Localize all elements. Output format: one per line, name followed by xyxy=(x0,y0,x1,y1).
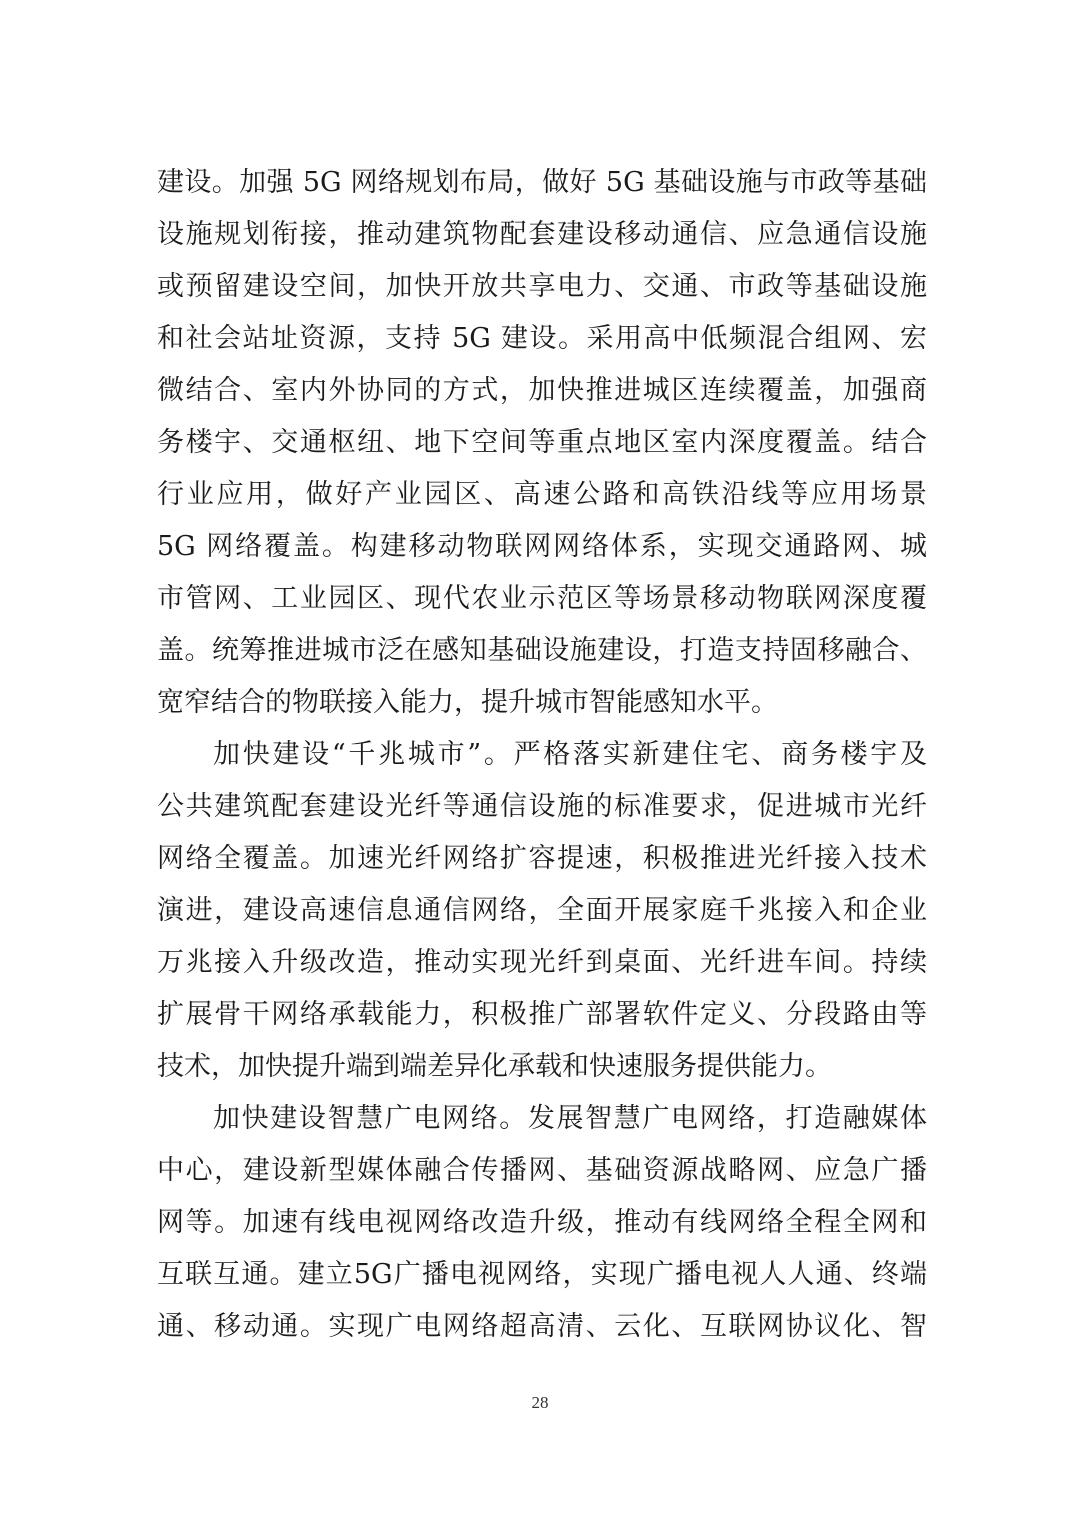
text-line: 互联互通。建立5G广播电视网络，实现广播电视人人通、终端 xyxy=(157,1259,927,1290)
text-line: 微结合、室内外协同的方式，加快推进城区连续覆盖，加强商 xyxy=(157,375,927,406)
text-line: 市管网、工业园区、现代农业示范区等场景移动物联网深度覆 xyxy=(157,583,927,614)
text-line: 务楼宇、交通枢纽、地下空间等重点地区室内深度覆盖。结合 xyxy=(157,427,927,458)
text-line: 中心，建设新型媒体融合传播网、基础资源战略网、应急广播 xyxy=(157,1155,927,1186)
text-line: 建设。加强 5G 网络规划布局，做好 5G 基础设施与市政等基础 xyxy=(157,167,927,198)
page-number: 28 xyxy=(531,1393,549,1412)
text-line: 5G 网络覆盖。构建移动物联网网络体系，实现交通路网、城 xyxy=(157,531,927,562)
text-line: 和社会站址资源，支持 5G 建设。采用高中低频混合组网、宏 xyxy=(157,323,927,354)
text-line: 盖。统筹推进城市泛在感知基础设施建设，打造支持固移融合、 xyxy=(157,635,927,666)
paragraph-first-line: 加快建设智慧广电网络。发展智慧广电网络，打造融媒体 xyxy=(213,1103,927,1134)
text-line: 演进，建设高速信息通信网络，全面开展家庭千兆接入和企业 xyxy=(157,895,927,926)
text-line: 扩展骨干网络承载能力，积极推广部署软件定义、分段路由等 xyxy=(157,999,927,1030)
text-line: 公共建筑配套建设光纤等通信设施的标准要求，促进城市光纤 xyxy=(157,791,927,822)
text-line: 行业应用，做好产业园区、高速公路和高铁沿线等应用场景 xyxy=(157,479,927,510)
text-line: 通、移动通。实现广电网络超高清、云化、互联网协议化、智 xyxy=(157,1311,927,1342)
text-line: 网等。加速有线电视网络改造升级，推动有线网络全程全网和 xyxy=(157,1207,927,1238)
paragraph-first-line: 加快建设“千兆城市”。严格落实新建住宅、商务楼宇及 xyxy=(213,739,927,770)
text-line: 宽窄结合的物联接入能力，提升城市智能感知水平。 xyxy=(157,687,778,718)
text-line: 设施规划衔接，推动建筑物配套建设移动通信、应急通信设施 xyxy=(157,219,927,250)
body-text xyxy=(157,157,927,1353)
text-line: 网络全覆盖。加速光纤网络扩容提速，积极推进光纤接入技术 xyxy=(157,843,927,874)
text-line: 技术，加快提升端到端差异化承载和快速服务提供能力。 xyxy=(157,1051,832,1082)
text-line: 或预留建设空间，加快开放共享电力、交通、市政等基础设施 xyxy=(157,271,927,302)
text-line: 万兆接入升级改造，推动实现光纤到桌面、光纤进车间。持续 xyxy=(157,947,927,978)
